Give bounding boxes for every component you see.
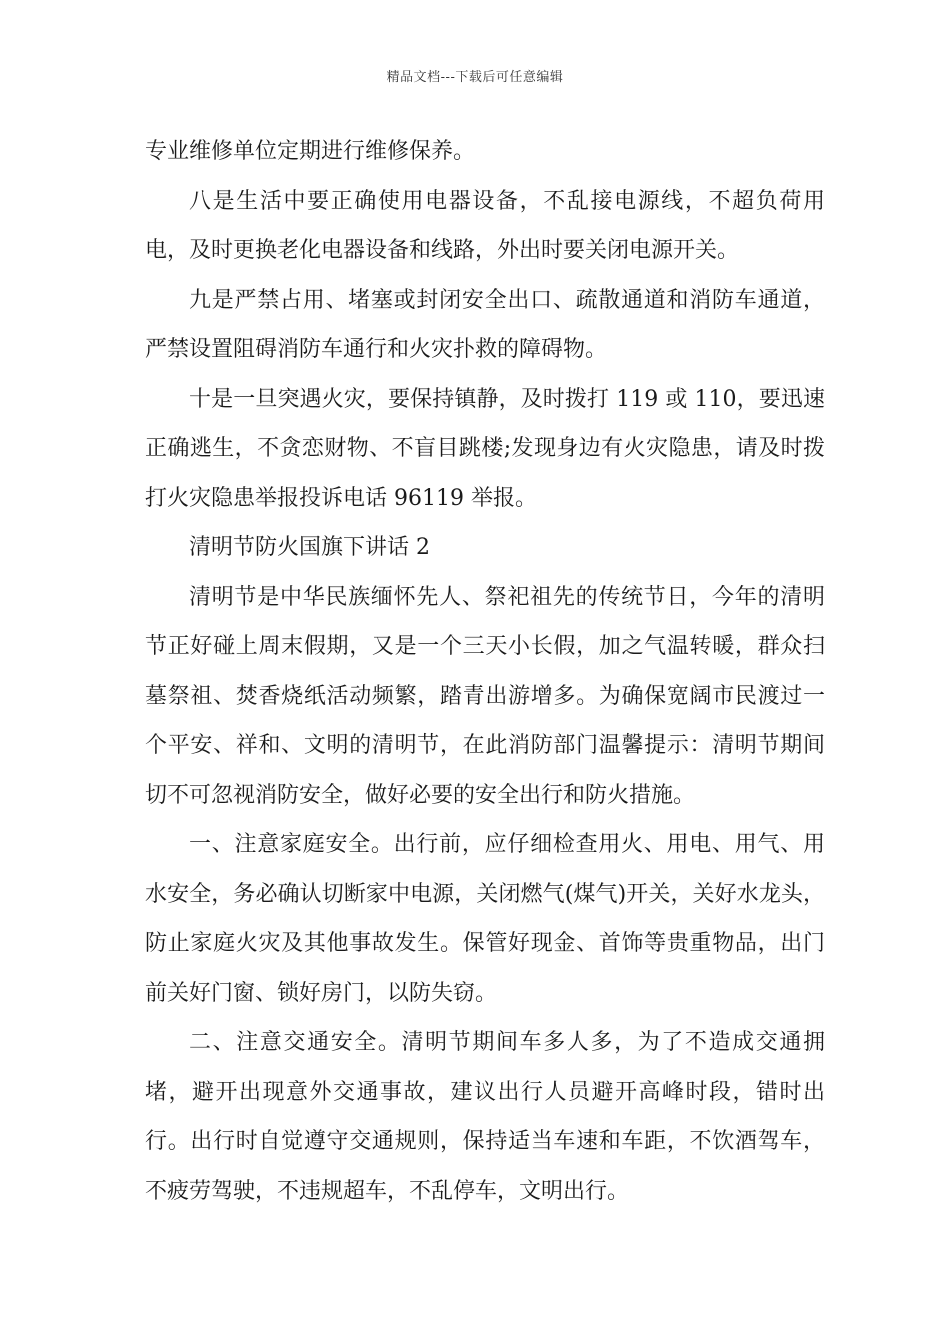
paragraph: 九是严禁占用、堵塞或封闭安全出口、疏散通道和消防车通道，严禁设置阻碍消防车通行和火灾扑救的障碍物。 (145, 287, 825, 362)
section-heading: 清明节防火国旗下讲话 2 (189, 535, 430, 560)
paragraph: 清明节是中华民族缅怀先人、祭祀祖先的传统节日，今年的清明节正好碰上周末假期，又是一个三天小长假，加之气温转暖，群众扫墓祭祖、焚香烧纸活动频繁，踏青出游增多。为确保宽阔市民渡过一个平安、祥和、文明的清明节，在此消防部门温馨提示：清明节期间切不可忽视消防安全，做好必要的安全出行和防火措施。 (145, 584, 825, 808)
paragraph: 二、注意交通安全。清明节期间车多人多，为了不造成交通拥堵，避开出现意外交通事故，建议出行人员避开高峰时段，错时出行。出行时自觉遵守交通规则，保持适当车速和车距，不饮酒驾车，不疲劳驾驶，不违规超车，不乱停车，文明出行。 (145, 1030, 825, 1204)
paragraph: 专业维修单位定期进行维修保养。 (145, 139, 476, 164)
document-body (145, 127, 825, 1216)
paragraph: 一、注意家庭安全。出行前，应仔细检查用火、用电、用气、用水安全，务必确认切断家中电源，关闭燃气(煤气)开关，关好水龙头，防止家庭火灾及其他事故发生。保管好现金、首饰等贵重物品，出门前关好门窗、锁好房门，以防失窃。 (145, 832, 825, 1006)
paragraph: 十是一旦突遇火灾，要保持镇静，及时拨打 119 或 110，要迅速正确逃生，不贪恋财物、不盲目跳楼;发现身边有火灾隐患，请及时拨打火灾隐患举报投诉电话 96119 举报。 (145, 386, 825, 511)
page-header: 精品文档---下载后可任意编辑 (386, 70, 564, 85)
paragraph: 八是生活中要正确使用电器设备，不乱接电源线，不超负荷用电，及时更换老化电器设备和线路，外出时要关闭电源开关。 (145, 188, 825, 263)
